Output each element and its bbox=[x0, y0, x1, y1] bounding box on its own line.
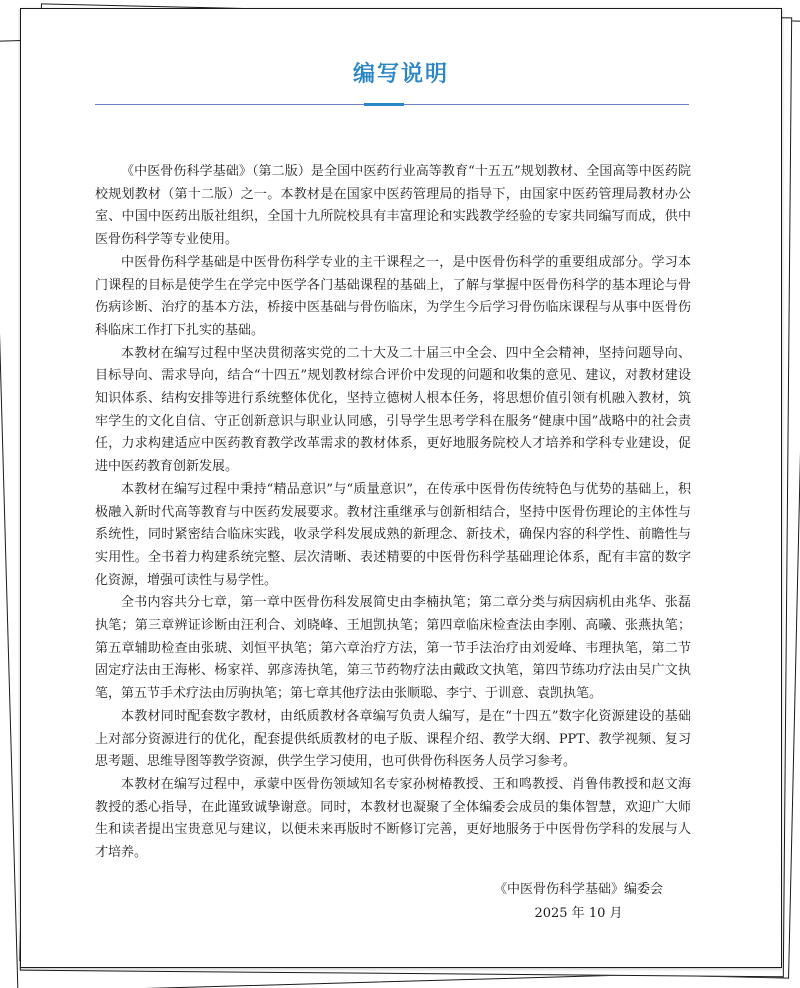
signature-block bbox=[494, 878, 663, 926]
paragraph-chapter-authors: 全书内容共分七章，第一章中医骨伤科发展简史由李楠执笔；第二章分类与病因病机由兆华、张磊执笔；第三章辨证诊断由汪利合、刘晓峰、王旭凯执笔；第四章临床检查法由李刚、高曦、张燕执笔；第五章辅助检查由张琥、刘恒平执笔；第六章治疗方法，第一节手法治疗由刘爱峰、韦理执笔，第二节固定疗法由王海彬、杨家祥、郭彦涛执笔，第三节药物疗法由戴政文执笔，第四节练功疗法由吴广文执笔，第五节手术疗法由厉驹执笔；第七章其他疗法由张顺聪、李宁、于训意、袁凯执笔。 bbox=[95, 595, 691, 702]
paragraph-compilation-principles: 本教材在编写过程中坚决贯彻落实党的二十大及二十届三中全会、四中全会精神，坚持问题导向、目标导向、需求导向，结合“十四五”规划教材综合评价中发现的问题和收集的意见、建议，对教材建设知识体系、结构安排等进行系统整体优化，坚持立德树人根本任务，将思想价值引领有机融入教材，筑牢学生的文化自信、守正创新意识与职业认同感，引导学生思考学科在服务“健康中国”战略中的社会责任，力求构建适应中医药教育教学改革需求的教材体系，更好地服务院校人才培养和学科专业建设，促进中医药教育创新发展。 bbox=[95, 345, 691, 475]
signature-date: 2025 年 10 月 bbox=[534, 906, 623, 921]
paragraph-digital-resources: 本教材同时配套数字教材，由纸质教材各章编写负责人编写，是在“十四五”数字化资源建设的基础上对部分资源进行的优化，配套提供纸质教材的电子版、课程介绍、教学大纲、PPT、教学视频、复习思考题、思维导图等教学资源，供学生学习使用，也可供骨伤科医务人员学习参考。 bbox=[95, 708, 691, 770]
paragraph-intro: 《中医骨伤科学基础》（第二版）是全国中医药行业高等教育“十五五”规划教材、全国高等中医药院校规划教材（第十二版）之一。本教材是在国家中医药管理局的指导下，由国家中医药管理局教材办公室、中国中医药出版社组织，全国十九所院校具有丰富理论和实践教学经验的专家共同编写而成，供中医骨伤科学等专业使用。 bbox=[95, 164, 691, 248]
title-divider-accent bbox=[364, 103, 404, 106]
paragraph-course-goal: 中医骨伤科学基础是中医骨伤科学专业的主干课程之一，是中医骨伤科学的重要组成部分。学习本门课程的目标是使学生在学完中医学各门基础课程的基础上，了解与掌握中医骨伤科学的基本理论与骨伤病诊断、治疗的基本方法，桥接中医基础与骨伤临床，为学生今后学习骨伤临床课程与从事中医骨伤科临床工作打下扎实的基础。 bbox=[95, 254, 691, 338]
paragraph-quality: 本教材在编写过程中秉持“精品意识”与“质量意识”，在传承中医骨伤传统特色与优势的基础上，积极融入新时代高等教育与中医药发展要求。教材注重继承与创新相结合，坚持中医骨伤理论的主体性与系统性，同时紧密结合临床实践，收录学科发展成熟的新理念、新技术，确保内容的科学性、前瞻性与实用性。全书着力构建系统完整、层次清晰、表述精要的中医骨伤科学基础理论体系，配有丰富的数字化资源，增强可读性与易学性。 bbox=[95, 481, 691, 588]
paragraph-acknowledgements: 本教材在编写过程中，承蒙中医骨伤领域知名专家孙树椿教授、王和鸣教授、肖鲁伟教授和赵文海教授的悉心指导，在此谨致诚挚谢意。同时，本教材也凝聚了全体编委会成员的集体智慧，欢迎广大师生和读者提出宝贵意见与建议，以便未来再版时不断修订完善，更好地服务于中医骨伤学科的发展与人才培养。 bbox=[95, 776, 691, 861]
signature-committee: 《中医骨伤科学基础》编委会 bbox=[493, 882, 663, 897]
page-title: 编写说明 bbox=[352, 62, 449, 87]
page-sheet-front bbox=[20, 8, 782, 968]
body-text bbox=[95, 161, 691, 865]
